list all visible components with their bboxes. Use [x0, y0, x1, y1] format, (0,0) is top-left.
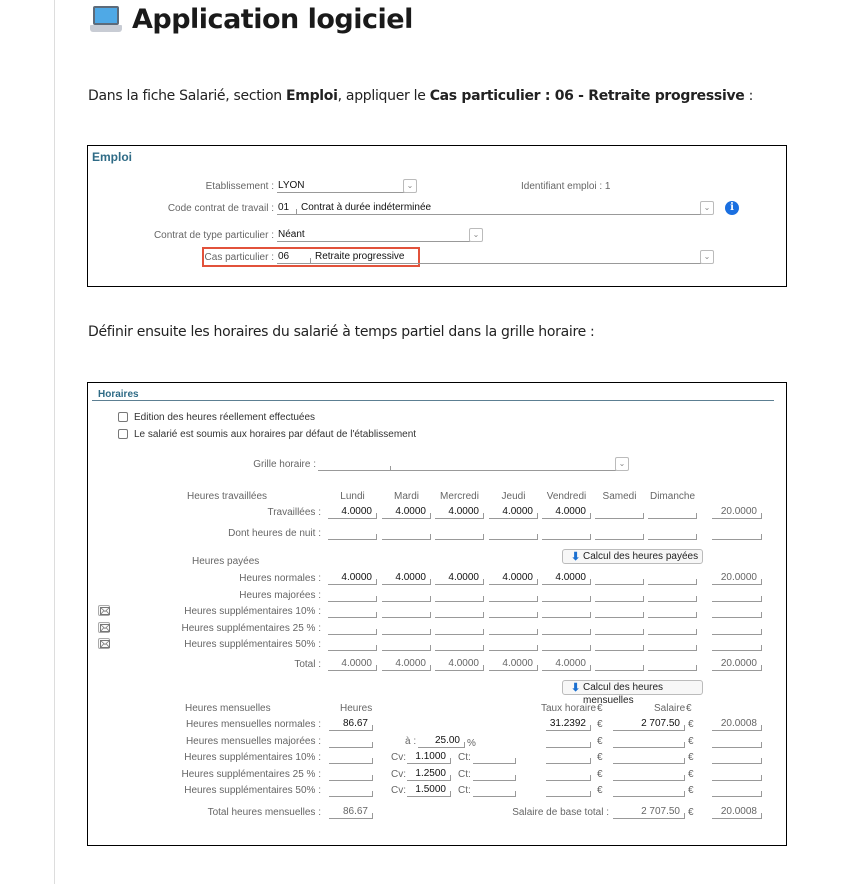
day-header-jeudi: Jeudi	[501, 491, 526, 502]
horaires-section-title: Horaires	[98, 389, 139, 400]
mensuelles-sup-10-taux-currency: €	[597, 752, 603, 763]
mensuelles-majorees-mid-field-value: 25.00	[434, 735, 460, 746]
heures-normales-mardi-field[interactable]	[382, 571, 431, 585]
mensuelles-sup-25-extra-field[interactable]	[712, 767, 762, 781]
travaillees-vendredi-field-value: 4.0000	[555, 506, 586, 517]
heures-normales-total-field[interactable]	[712, 571, 762, 585]
mensuelles-majorees-heures-field[interactable]	[329, 734, 373, 748]
mensuelles-majorees-salaire-currency: €	[688, 736, 694, 747]
travaillees-total-field-value: 20.0000	[720, 506, 757, 517]
heures-sup-10-total-field[interactable]	[712, 604, 762, 618]
mensuelles-sup-10-heures-field[interactable]	[329, 750, 373, 764]
total-payees-lundi-field[interactable]	[328, 657, 377, 671]
total-mensuelles-field-value: 86.67	[342, 806, 368, 817]
checkbox-horaires-defaut-label: Le salarié est soumis aux horaires par défaut de l'établissement	[134, 429, 417, 440]
laptop-icon	[90, 5, 122, 33]
mensuelles-majorees-taux-currency: €	[597, 736, 603, 747]
mensuelles-normales-salaire-field-value: 2 707.50	[641, 718, 680, 729]
mensuelles-majorees-taux-field[interactable]	[546, 734, 591, 748]
heures-majorees-total-field[interactable]	[712, 588, 762, 602]
mensuelles-sup-25-salaire-field[interactable]	[613, 767, 685, 781]
heures-mensuelles-title: Heures mensuelles	[185, 703, 271, 714]
heures-sup-10-mardi-field[interactable]	[382, 604, 431, 618]
day-header-mardi: Mardi	[393, 491, 419, 502]
extra-total-field[interactable]	[712, 805, 762, 819]
mensuelles-sup-10-salaire-currency: €	[688, 752, 694, 763]
etablissement-value: LYON	[278, 180, 305, 191]
heures-normales-mercredi-field[interactable]	[435, 571, 484, 585]
mensuelles-sup-25-heures-field[interactable]	[329, 767, 373, 781]
page-title-text: Application logiciel	[132, 3, 413, 35]
heures-sup-25-dimanche-field[interactable]	[648, 621, 697, 635]
heures-sup-50-dimanche-field[interactable]	[648, 637, 697, 651]
cas-particulier-value: Retraite progressive	[315, 251, 405, 262]
type-particulier-value: Néant	[278, 229, 305, 240]
intro-paragraph	[88, 88, 753, 104]
day-header-dimanche: Dimanche	[649, 491, 696, 502]
mensuelles-normales-heures-field-value: 86.67	[342, 718, 368, 729]
mensuelles-normales-taux-field-value: 31.2392	[549, 718, 586, 729]
page-title	[90, 0, 413, 38]
mensuelles-sup-50-mid-field[interactable]	[407, 783, 451, 797]
arrow-down-icon: ⬇	[571, 551, 581, 563]
heures-sup-10-samedi-field[interactable]	[595, 604, 644, 618]
mensuelles-sup-25-mid-label: Cv:	[391, 769, 406, 780]
mensuelles-normales-extra-field-value: 20.0008	[720, 718, 757, 729]
travaillees-jeudi-field[interactable]	[489, 505, 538, 519]
mensuelles-sup-25-mid-field[interactable]	[407, 767, 451, 781]
mensuelles-normales-salaire-currency: €	[688, 719, 694, 730]
mensuelles-sup-10-mid-field[interactable]	[407, 750, 451, 764]
cas-particulier-dropdown-button[interactable]: ⌄	[700, 250, 714, 264]
code-contrat-dropdown-button[interactable]: ⌄	[700, 201, 714, 215]
travaillees-lundi-field[interactable]	[328, 505, 377, 519]
mensuelles-sup-25-label: Heures supplémentaires 25 % :	[181, 769, 321, 780]
salaire-base-total-label: Salaire de base total :	[512, 807, 609, 818]
mensuelles-sup-25-mid-field-value: 1.2500	[415, 768, 446, 779]
heures-nuit-label: Dont heures de nuit :	[228, 528, 321, 539]
mensuelles-sup-25-taux-field[interactable]	[546, 767, 591, 781]
heures-sup-25-jeudi-field[interactable]	[489, 621, 538, 635]
total-payees-mercredi-field[interactable]	[435, 657, 484, 671]
extra-total-field-value: 20.0008	[720, 806, 757, 817]
heures-nuit-jeudi-field[interactable]	[489, 526, 538, 540]
heures-sup-50-jeudi-field[interactable]	[489, 637, 538, 651]
heures-travaillees-title: Heures travaillées	[187, 491, 268, 502]
total-mensuelles-label: Total heures mensuelles :	[207, 807, 321, 818]
heures-majorees-mercredi-field[interactable]	[435, 588, 484, 602]
heures-normales-jeudi-field[interactable]	[489, 571, 538, 585]
checkbox-edition-heures-label: Edition des heures réellement effectuées	[134, 412, 316, 423]
day-header-samedi: Samedi	[602, 491, 637, 502]
heures-sup-50-samedi-field[interactable]	[595, 637, 644, 651]
mensuelles-sup-50-mid-field-value: 1.5000	[415, 784, 446, 795]
mensuelles-majorees-extra-field[interactable]	[712, 734, 762, 748]
heures-majorees-label: Heures majorées :	[239, 590, 321, 601]
travaillees-label: Travaillées :	[267, 507, 321, 518]
total-payees-total-field[interactable]	[712, 657, 762, 671]
total-payees-mardi-field[interactable]	[382, 657, 431, 671]
heures-normales-mardi-field-value: 4.0000	[395, 572, 426, 583]
mensuelles-majorees-label: Heures mensuelles majorées :	[185, 736, 321, 747]
travaillees-mardi-field[interactable]	[382, 505, 431, 519]
mensuelles-sup-25-salaire-currency: €	[688, 769, 694, 780]
heures-sup-10-mercredi-field[interactable]	[435, 604, 484, 618]
mensuelles-normales-heures-field[interactable]	[329, 717, 373, 731]
heures-sup-25-mardi-field[interactable]	[382, 621, 431, 635]
code-contrat-code: 01	[278, 202, 290, 213]
mensuelles-sup-10-salaire-field[interactable]	[613, 750, 685, 764]
heures-sup-25-label: Heures supplémentaires 25 % :	[181, 623, 321, 634]
col-heures-header: Heures	[340, 703, 373, 714]
cas-particulier-label: Cas particulier :	[204, 252, 274, 263]
etablissement-label: Etablissement :	[205, 181, 274, 192]
total-payees-lundi-field-value: 4.0000	[341, 658, 372, 669]
total-payees-dimanche-field[interactable]	[648, 657, 697, 671]
heures-sup-10-dimanche-field[interactable]	[648, 604, 697, 618]
heures-normales-dimanche-field[interactable]	[648, 571, 697, 585]
total-payees-jeudi-field[interactable]	[489, 657, 538, 671]
mensuelles-majorees-mid-field[interactable]	[418, 734, 465, 748]
total-payees-vendredi-field-value: 4.0000	[555, 658, 586, 669]
cas-particulier-select[interactable]	[277, 250, 701, 264]
envelope-icon[interactable]	[98, 622, 110, 633]
mensuelles-sup-25-taux-currency: €	[597, 769, 603, 780]
emploi-screenshot	[87, 145, 787, 287]
etablissement-select[interactable]	[277, 179, 405, 193]
travaillees-total-field[interactable]	[712, 505, 762, 519]
code-contrat-value: Contrat à durée indéterminée	[301, 202, 432, 213]
total-payees-vendredi-field[interactable]	[542, 657, 591, 671]
mensuelles-sup-50-heures-field[interactable]	[329, 783, 373, 797]
day-header-lundi: Lundi	[340, 491, 365, 502]
heures-majorees-mardi-field[interactable]	[382, 588, 431, 602]
emploi-section-title: Emploi	[92, 150, 133, 164]
heures-normales-lundi-field[interactable]	[328, 571, 377, 585]
heures-sup-50-mardi-field[interactable]	[382, 637, 431, 651]
intro-text-1: Dans la fiche Salarié, section	[88, 88, 287, 104]
travaillees-mercredi-field-value: 4.0000	[448, 506, 479, 517]
type-particulier-label: Contrat de type particulier :	[153, 230, 274, 241]
type-particulier-dropdown-button[interactable]: ⌄	[469, 228, 483, 242]
horaires-title-underline	[92, 400, 774, 401]
grille-horaire-select[interactable]	[318, 457, 616, 471]
mensuelles-sup-10-taux-field[interactable]	[546, 750, 591, 764]
heures-normales-lundi-field-value: 4.0000	[341, 572, 372, 583]
heures-majorees-vendredi-field[interactable]	[542, 588, 591, 602]
heures-sup-50-lundi-field[interactable]	[328, 637, 377, 651]
info-icon[interactable]: i	[725, 201, 739, 215]
heures-sup-25-samedi-field[interactable]	[595, 621, 644, 635]
heures-nuit-total-field[interactable]	[712, 526, 762, 540]
total-payees-total-field-value: 20.0000	[720, 658, 757, 669]
travaillees-jeudi-field-value: 4.0000	[502, 506, 533, 517]
heures-normales-vendredi-field-value: 4.0000	[555, 572, 586, 583]
envelope-icon[interactable]	[98, 638, 110, 649]
content-left-border	[54, 0, 55, 884]
mensuelles-sup-10-label: Heures supplémentaires 10% :	[184, 752, 321, 763]
travaillees-vendredi-field[interactable]	[542, 505, 591, 519]
heures-normales-total-field-value: 20.0000	[720, 572, 757, 583]
calcul-heures-payees-button[interactable]	[562, 549, 703, 564]
mensuelles-sup-50-ct-field[interactable]	[473, 783, 516, 797]
mensuelles-normales-taux-field[interactable]	[546, 717, 591, 731]
mensuelles-majorees-mid-suffix: %	[467, 738, 476, 749]
mensuelles-sup-10-mid-field-value: 1.1000	[415, 751, 446, 762]
mensuelles-sup-10-ct-field[interactable]	[473, 750, 516, 764]
total-payees-jeudi-field-value: 4.0000	[502, 658, 533, 669]
col-salaire-header: Salaire	[654, 703, 686, 714]
intro-bold-cas: Cas particulier : 06 - Retraite progressive	[429, 88, 745, 104]
heures-normales-samedi-field[interactable]	[595, 571, 644, 585]
type-particulier-select[interactable]	[277, 228, 470, 242]
checkbox-edition-heures[interactable]	[118, 412, 128, 422]
heures-majorees-samedi-field[interactable]	[595, 588, 644, 602]
total-payees-samedi-field[interactable]	[595, 657, 644, 671]
intro-text-3: :	[744, 88, 754, 104]
heures-sup-50-total-field[interactable]	[712, 637, 762, 651]
heures-nuit-mardi-field[interactable]	[382, 526, 431, 540]
col-salaire-currency: €	[686, 703, 692, 714]
grille-horaire-dropdown-button[interactable]: ⌄	[615, 457, 629, 471]
heures-sup-25-mercredi-field[interactable]	[435, 621, 484, 635]
heures-nuit-samedi-field[interactable]	[595, 526, 644, 540]
total-payees-mercredi-field-value: 4.0000	[448, 658, 479, 669]
heures-majorees-dimanche-field[interactable]	[648, 588, 697, 602]
horaires-paragraph: Définir ensuite les horaires du salarié à temps partiel dans la grille horaire :	[88, 324, 595, 340]
identifiant-emploi-label: Identifiant emploi : 1	[521, 181, 611, 192]
mensuelles-sup-50-salaire-currency: €	[688, 785, 694, 796]
heures-sup-10-jeudi-field[interactable]	[489, 604, 538, 618]
travaillees-dimanche-field[interactable]	[648, 505, 697, 519]
heures-sup-50-label: Heures supplémentaires 50% :	[184, 639, 321, 650]
total-mensuelles-field[interactable]	[329, 805, 373, 819]
heures-nuit-lundi-field[interactable]	[328, 526, 377, 540]
heures-sup-25-vendredi-field[interactable]	[542, 621, 591, 635]
mensuelles-normales-extra-field[interactable]	[712, 717, 762, 731]
heures-normales-label: Heures normales :	[239, 573, 321, 584]
travaillees-mardi-field-value: 4.0000	[395, 506, 426, 517]
code-contrat-label: Code contrat de travail :	[167, 203, 274, 214]
mensuelles-sup-50-label: Heures supplémentaires 50% :	[184, 785, 321, 796]
heures-sup-50-mercredi-field[interactable]	[435, 637, 484, 651]
mensuelles-majorees-mid-label: à :	[405, 736, 417, 747]
mensuelles-sup-50-taux-field[interactable]	[546, 783, 591, 797]
mensuelles-sup-25-ct-field[interactable]	[473, 767, 516, 781]
heures-normales-vendredi-field[interactable]	[542, 571, 591, 585]
heures-nuit-mercredi-field[interactable]	[435, 526, 484, 540]
mensuelles-sup-50-extra-field[interactable]	[712, 783, 762, 797]
calcul-heures-payees-label: Calcul des heures payées	[583, 551, 699, 562]
mensuelles-sup-10-mid-suffix: Ct:	[458, 752, 471, 763]
day-header-vendredi: Vendredi	[546, 491, 587, 502]
heures-normales-mercredi-field-value: 4.0000	[448, 572, 479, 583]
heures-payees-title: Heures payées	[192, 556, 260, 567]
mensuelles-sup-25-mid-suffix: Ct:	[458, 769, 471, 780]
travaillees-samedi-field[interactable]	[595, 505, 644, 519]
heures-normales-jeudi-field-value: 4.0000	[502, 572, 533, 583]
calcul-heures-mensuelles-button[interactable]	[562, 680, 703, 706]
heures-sup-25-total-field[interactable]	[712, 621, 762, 635]
salaire-base-total-field-value: 2 707.50	[641, 806, 680, 817]
mensuelles-normales-taux-currency: €	[597, 719, 603, 730]
mensuelles-sup-10-extra-field[interactable]	[712, 750, 762, 764]
heures-sup-10-lundi-field[interactable]	[328, 604, 377, 618]
mensuelles-sup-50-taux-currency: €	[597, 785, 603, 796]
envelope-icon[interactable]	[98, 605, 110, 616]
salaire-total-currency: €	[688, 807, 694, 818]
mensuelles-majorees-salaire-field[interactable]	[613, 734, 685, 748]
heures-majorees-jeudi-field[interactable]	[489, 588, 538, 602]
travaillees-lundi-field-value: 4.0000	[341, 506, 372, 517]
arrow-down-icon: ⬇	[571, 682, 581, 694]
heures-sup-50-vendredi-field[interactable]	[542, 637, 591, 651]
day-header-mercredi: Mercredi	[440, 491, 479, 502]
intro-bold-emploi: Emploi	[286, 88, 338, 104]
col-taux-header: Taux horaire	[541, 703, 597, 714]
travaillees-mercredi-field[interactable]	[435, 505, 484, 519]
mensuelles-sup-10-mid-label: Cv:	[391, 752, 406, 763]
total-payees-label: Total :	[294, 659, 321, 670]
total-payees-mardi-field-value: 4.0000	[395, 658, 426, 669]
col-taux-currency: €	[597, 703, 603, 714]
heures-sup-25-lundi-field[interactable]	[328, 621, 377, 635]
heures-sup-10-vendredi-field[interactable]	[542, 604, 591, 618]
mensuelles-normales-label: Heures mensuelles normales :	[185, 719, 321, 730]
mensuelles-normales-salaire-field[interactable]	[613, 717, 685, 731]
grille-horaire-label: Grille horaire :	[253, 459, 316, 470]
etablissement-dropdown-button[interactable]: ⌄	[403, 179, 417, 193]
salaire-base-total-field[interactable]	[613, 805, 685, 819]
heures-nuit-dimanche-field[interactable]	[648, 526, 697, 540]
heures-nuit-vendredi-field[interactable]	[542, 526, 591, 540]
intro-text-2: , appliquer le	[337, 88, 430, 104]
code-contrat-select[interactable]	[277, 201, 701, 215]
mensuelles-sup-50-mid-suffix: Ct:	[458, 785, 471, 796]
mensuelles-sup-50-mid-label: Cv:	[391, 785, 406, 796]
mensuelles-sup-50-salaire-field[interactable]	[613, 783, 685, 797]
checkbox-horaires-defaut[interactable]	[118, 429, 128, 439]
heures-sup-10-label: Heures supplémentaires 10% :	[184, 606, 321, 617]
calcul-heures-mensuelles-label: Calcul des heures mensuelles	[583, 682, 664, 706]
heures-majorees-lundi-field[interactable]	[328, 588, 377, 602]
cas-particulier-code: 06	[278, 251, 290, 262]
horaires-screenshot	[87, 382, 787, 846]
